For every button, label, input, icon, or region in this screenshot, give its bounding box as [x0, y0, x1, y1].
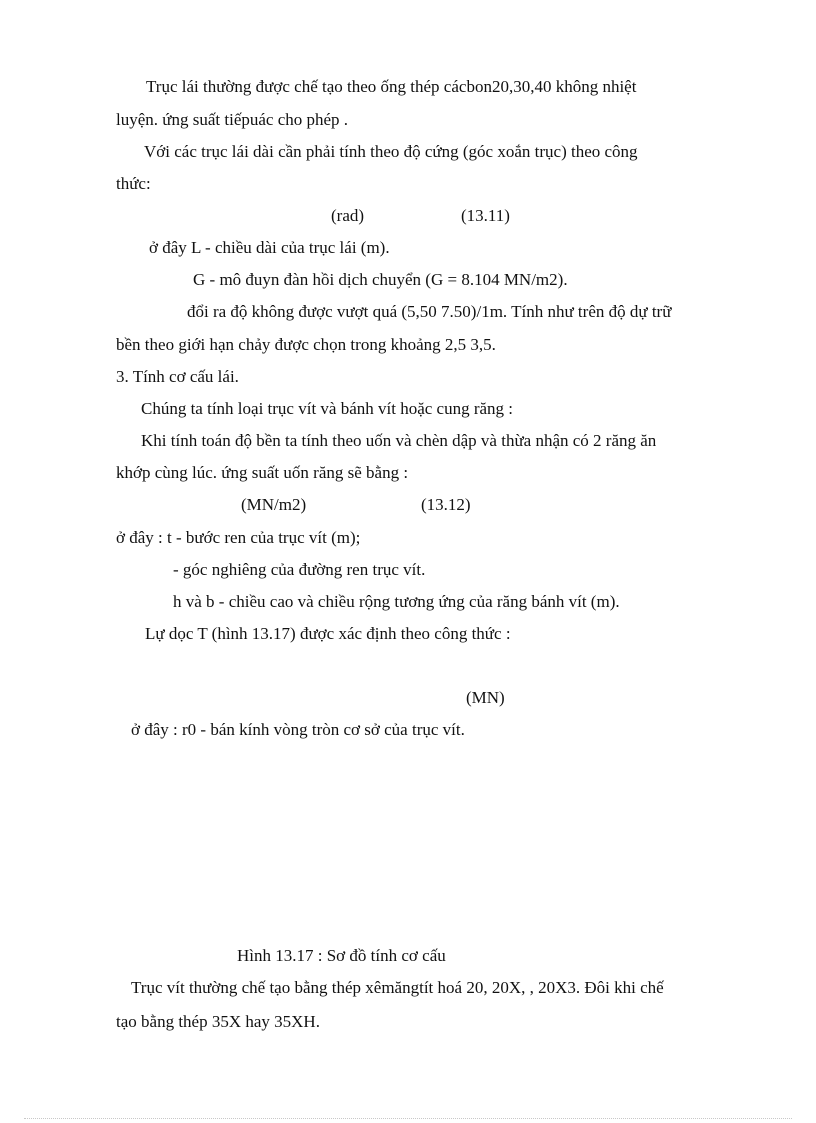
- paragraph-line: G - mô đuyn đàn hồi dịch chuyển (G = 8.104 MN/m2).: [193, 270, 568, 289]
- formula-unit: (MN): [466, 688, 505, 707]
- equation-number: (13.11): [461, 206, 510, 225]
- paragraph-line: Lự dọc T (hình 13.17) được xác định theo công thức :: [145, 624, 511, 643]
- paragraph-line: đổi ra độ không được vượt quá (5,50 7.50)/1m. Tính như trên độ dự trữ: [187, 302, 672, 321]
- paragraph-line: ở đây : t - bước ren của trục vít (m);: [116, 528, 361, 547]
- paragraph-line: ở đây : r0 - bán kính vòng tròn cơ sở của trục vít.: [131, 720, 465, 739]
- paragraph-line: Với các trục lái dài cần phải tính theo độ cứng (góc xoắn trục) theo công: [144, 142, 638, 161]
- paragraph-line: tạo bằng thép 35X hay 35XH.: [116, 1012, 320, 1031]
- section-heading: 3. Tính cơ cấu lái.: [116, 367, 239, 386]
- paragraph-line: Trục vít thường chế tạo bằng thép xêmăngtít hoá 20, 20X, , 20X3. Đôi khi chế: [131, 978, 664, 997]
- figure-caption: Hình 13.17 : Sơ đồ tính cơ cấu: [237, 946, 446, 965]
- formula-unit: (MN/m2): [241, 495, 307, 514]
- paragraph-line: h và b - chiều cao và chiều rộng tương ứng của răng bánh vít (m).: [173, 592, 620, 611]
- paragraph-line: Khi tính toán độ bền ta tính theo uốn và chèn dập và thừa nhận có 2 răng ăn: [141, 431, 657, 450]
- paragraph-line: - góc nghiêng của đường ren trục vít.: [173, 560, 426, 579]
- paragraph-line: luyện. ứng suất tiếpuác cho phép .: [116, 110, 349, 129]
- paragraph-line: bền theo giới hạn chảy được chọn trong khoảng 2,5 3,5.: [116, 335, 496, 354]
- paragraph-line: Chúng ta tính loại trục vít và bánh vít hoặc cung răng :: [141, 399, 514, 418]
- paragraph-line: Trục lái thường được chế tạo theo ống thép cácbon20,30,40 không nhiệt: [146, 77, 637, 96]
- formula-unit: (rad): [331, 206, 365, 225]
- paragraph-line: thức:: [116, 174, 151, 193]
- page-bottom-divider: [24, 1118, 792, 1119]
- equation-number: (13.12): [421, 495, 471, 514]
- paragraph-line: khớp cùng lúc. ứng suất uốn răng sẽ bằng :: [116, 463, 409, 482]
- paragraph-line: ở đây L - chiều dài của trục lái (m).: [149, 238, 390, 257]
